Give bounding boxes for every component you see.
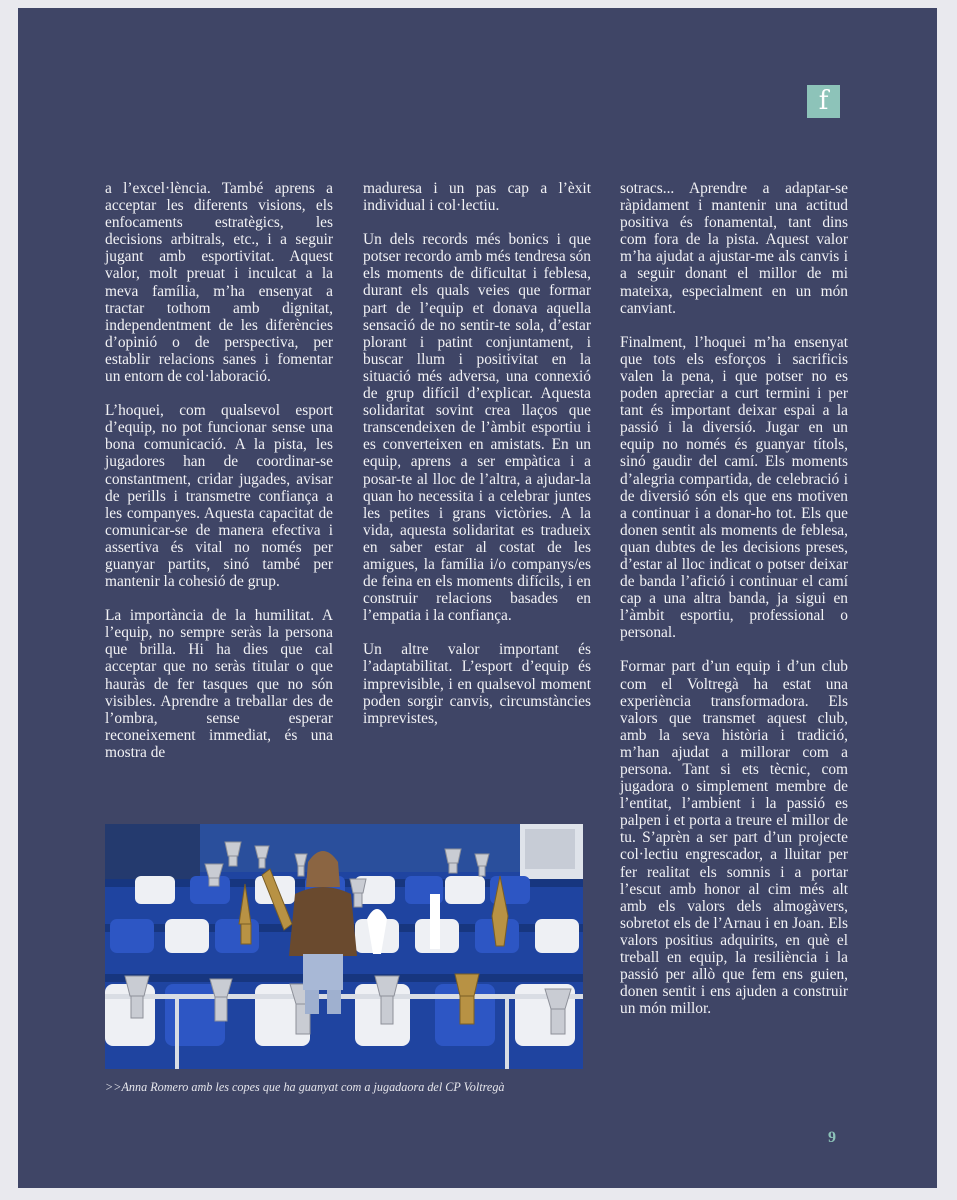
page-number: 9 bbox=[828, 1129, 836, 1146]
magazine-logo bbox=[807, 85, 840, 118]
text-column-2 bbox=[363, 180, 591, 727]
paragraph: sotracs... Aprendre a adaptar-se ràpidament i mantenir una actitud positiva és fonamental, tant dins com fora de la pista. Aquest valor m’ha ajudat a ajustar-me als canvis i a seguir donant el millor de mi mateixa, especialment en un món canviant. bbox=[620, 180, 848, 317]
paragraph: maduresa i un pas cap a l’èxit individual i col·lectiu. bbox=[363, 180, 591, 215]
paragraph: Formar part d’un equip i d’un club com el Voltregà ha estat una experiència transformadora. Els valors que transmet aquest club, amb la seva història i tradició, m’han ajudat a millorar com a persona. Tant si ets tècnic, com jugadora o simplement membre de l’entitat, l’ambient i la passió es palpen i et porta a treure el millor de tu. S’aprèn a ser part d’un projecte col·lectiu engrescador, a lluitar per fer realitat els somnis i a portar l’escut amb honor al cim més alt amb els valors dels almogàvers, sobretot els de l’Arnau i en Joan. Els valors positius adquirits, en què el treball en equip, la resiliència i la passió per allò que fem ens guien, donen sentit i ens ajuden a construir un món millor. bbox=[620, 658, 848, 1018]
text-column-3 bbox=[620, 180, 848, 1017]
trophies-photo-illustration bbox=[105, 824, 583, 1069]
paragraph: Un dels records més bonics i que potser recordo amb més tendresa són els moments de dificultat i feblesa, durant els quals veies que formar part de l’equip et donava aquella sensació de no sentir-te sola, d’estar plorant i patint conjuntament, i buscar llum i positivitat en la situació més adversa, una connexió de grup difícil d’explicar. Aquesta solidaritat sovint crea llaços que transcendeixen de l’àmbit esportiu i es converteixen en amistats. En un equip, aprens a ser empàtica i a posar-te al lloc de l’altra, a ajudar-la quan ho necessita i a celebrar juntes les petites i grans victòries. A la vida, aquesta solidaritat es tradueix en saber estar al costat de les amigues, la família i/o companys/es de feina en els moments difícils, i en construir relacions basades en l’empatia i la confiança. bbox=[363, 231, 591, 625]
paragraph: Finalment, l’hoquei m’ha ensenyat que tots els esforços i sacrificis valen la pena, i que potser no es poden apreciar a curt termini i per tant és important deixar espai a la passió i la diversió. Jugar en un equip no només és guanyar títols, sinó gaudir del camí. Els moments d’alegria compartida, de celebració i de diversió són els que ens motiven a continuar i a donar-ho tot. Els que donen sentit als moments de feblesa, quan dubtes de les decisions preses, d’estar al lloc indicat o potser deixar de banda l’afició i continuar el camí cap a una altra banda, ja sigui en l’àmbit esportiu, professional o personal. bbox=[620, 333, 848, 642]
logo-letter: f bbox=[818, 86, 829, 116]
trophies-photo bbox=[105, 824, 583, 1069]
magazine-page bbox=[18, 8, 937, 1188]
paragraph: a l’excel·lència. També aprens a acceptar les diferents visions, els enfocaments estratègics, les decisions arbitrals, etc., i a seguir jugant amb esportivitat. Aquest valor, molt preuat i inculcat a la meva família, m’ha ensenyat a tractar tothom amb dignitat, independentment de les diferències d’opinió o de perspectiva, per establir relacions sanes i fomentar un entorn de col·laboració. bbox=[105, 180, 333, 386]
paragraph: Un altre valor important és l’adaptabilitat. L’esport d’equip és imprevisible, i en qualsevol moment poden sorgir canvis, circumstàncies imprevistes, bbox=[363, 641, 591, 727]
paragraph: L’hoquei, com qualsevol esport d’equip, no pot funcionar sense una bona comunicació. A la pista, les jugadores han de coordinar-se constantment, cridar jugades, avisar de perills i transmetre confiança a les companyes. Aquesta capacitat de comunicar-se de manera efectiva i assertiva és vital no només per guanyar partits, sinó també per mantenir la cohesió de grup. bbox=[105, 402, 333, 591]
photo-caption: >>Anna Romero amb les copes que ha guanyat com a jugadaora del CP Voltregà bbox=[105, 1080, 505, 1094]
paragraph: La importància de la humilitat. A l’equip, no sempre seràs la persona que brilla. Hi ha dies que cal acceptar que no seràs titular o que hauràs de fer tasques que no són visibles. Aprendre a treballar des de l’ombra, sense esperar reconeixement immediat, és una mostra de bbox=[105, 607, 333, 761]
text-column-1 bbox=[105, 180, 333, 761]
